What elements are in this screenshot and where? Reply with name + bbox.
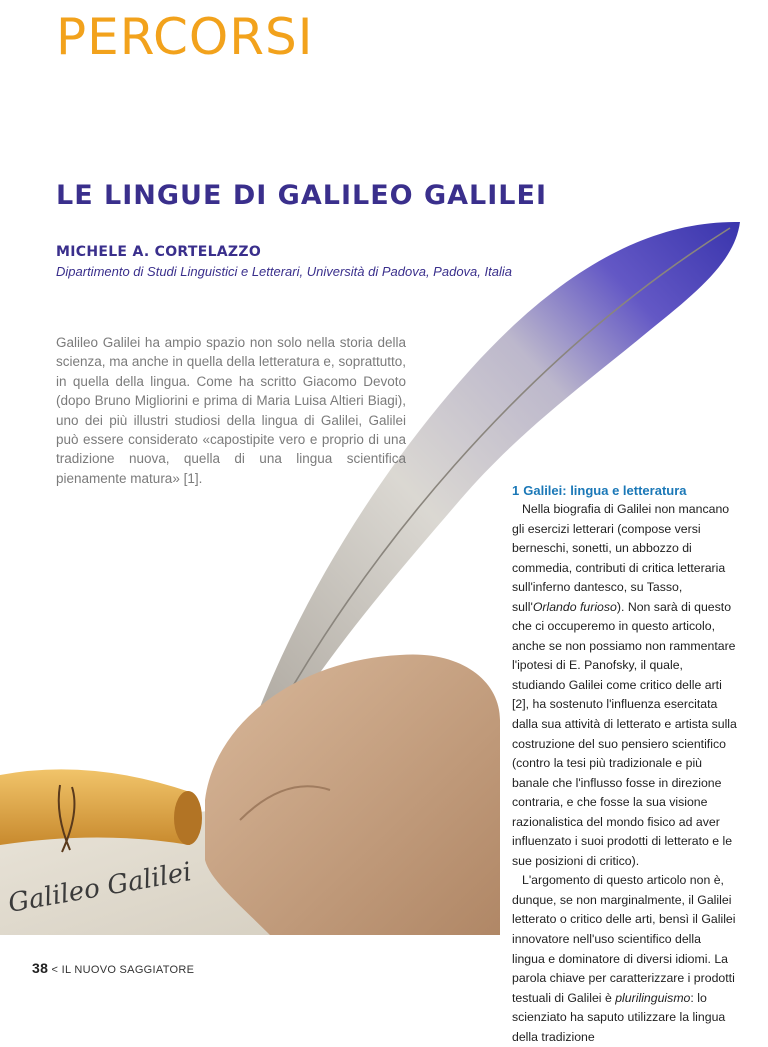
- section-1: [512, 483, 737, 1047]
- paragraph-1-emphasis: Orlando furioso: [532, 599, 617, 614]
- author-affiliation: Dipartimento di Studi Linguistici e Letterari, Università di Padova, Padova, Italia: [56, 264, 512, 279]
- hand-icon: [205, 654, 500, 935]
- section-title: Galilei: lingua e letteratura: [523, 483, 687, 498]
- section-body: [512, 500, 737, 1047]
- journal-name: < IL NUOVO SAGGIATORE: [51, 964, 195, 976]
- signature: Galileo Galilei: [6, 857, 194, 919]
- section-heading: [512, 483, 737, 498]
- abstract: Galileo Galilei ha ampio spazio non solo nella storia della scienza, ma anche in quella della letteratura e, soprattutto, in quella della lingua. Come ha scritto Giacomo Devoto (dopo Bruno Migliorini e prima di Maria Luisa Altieri Biagi), uno dei più illustri studiosi della lingua di Galilei, Galilei può essere considerato «capostipite vero e proprio di una tradizione nuova, quella di una lingua scientifica pienamente matura» [1].: [56, 335, 406, 486]
- author-name: MICHELE A. CORTELAZZO: [56, 244, 262, 260]
- page-number: 38: [32, 960, 49, 976]
- article-title: LE LINGUE DI GALILEO GALILEI: [56, 180, 547, 211]
- paragraph-1-text-b: ). Non sarà di questo che ci occuperemo in questo articolo, anche se non possiamo non rammentare l'ipotesi di E. Panofsky, il quale, studiando Galilei come critico delle arti [2], ha sostenuto l'influenza esercitata dalla sua attività di letterato e artista sulla costruzione del suo pensiero scientifico (contro la tesi più tradizionale e più banale che l'influsso fosse in direzione contraria, e che fosse la sua visione razionalistica del mondo fisico ad aver influenzato i suoi prodotti di letterato e le sue posizioni di critico).: [512, 599, 737, 868]
- section-label: PERCORSI: [56, 8, 314, 66]
- paragraph-2: [512, 871, 737, 1047]
- paragraph-1: [512, 500, 737, 871]
- page-footer: [32, 960, 194, 976]
- paragraph-2-text-b: : lo scienziato ha saputo utilizzare la lingua della tradizione: [512, 990, 726, 1044]
- section-number: 1: [512, 483, 520, 498]
- paragraph-1-text-a: Nella biografia di Galilei non mancano gli esercizi letterari (compose versi berneschi, sonetti, un abbozzo di commedia, contributi di critica letteraria sull'inferno dantesco, su Tasso, sull': [512, 502, 730, 614]
- paragraph-2-text-a: L'argomento di questo articolo non è, dunque, se non marginalmente, il Galilei letterato o critico delle arti, bensì il Galilei innovatore nell'uso scientifico della lingua e dominatore di diversi idiomi. La parola chiave per caratterizzare i prodotti testuali di Galilei è: [512, 873, 736, 1005]
- paragraph-2-emphasis: plurilinguismo: [615, 990, 691, 1005]
